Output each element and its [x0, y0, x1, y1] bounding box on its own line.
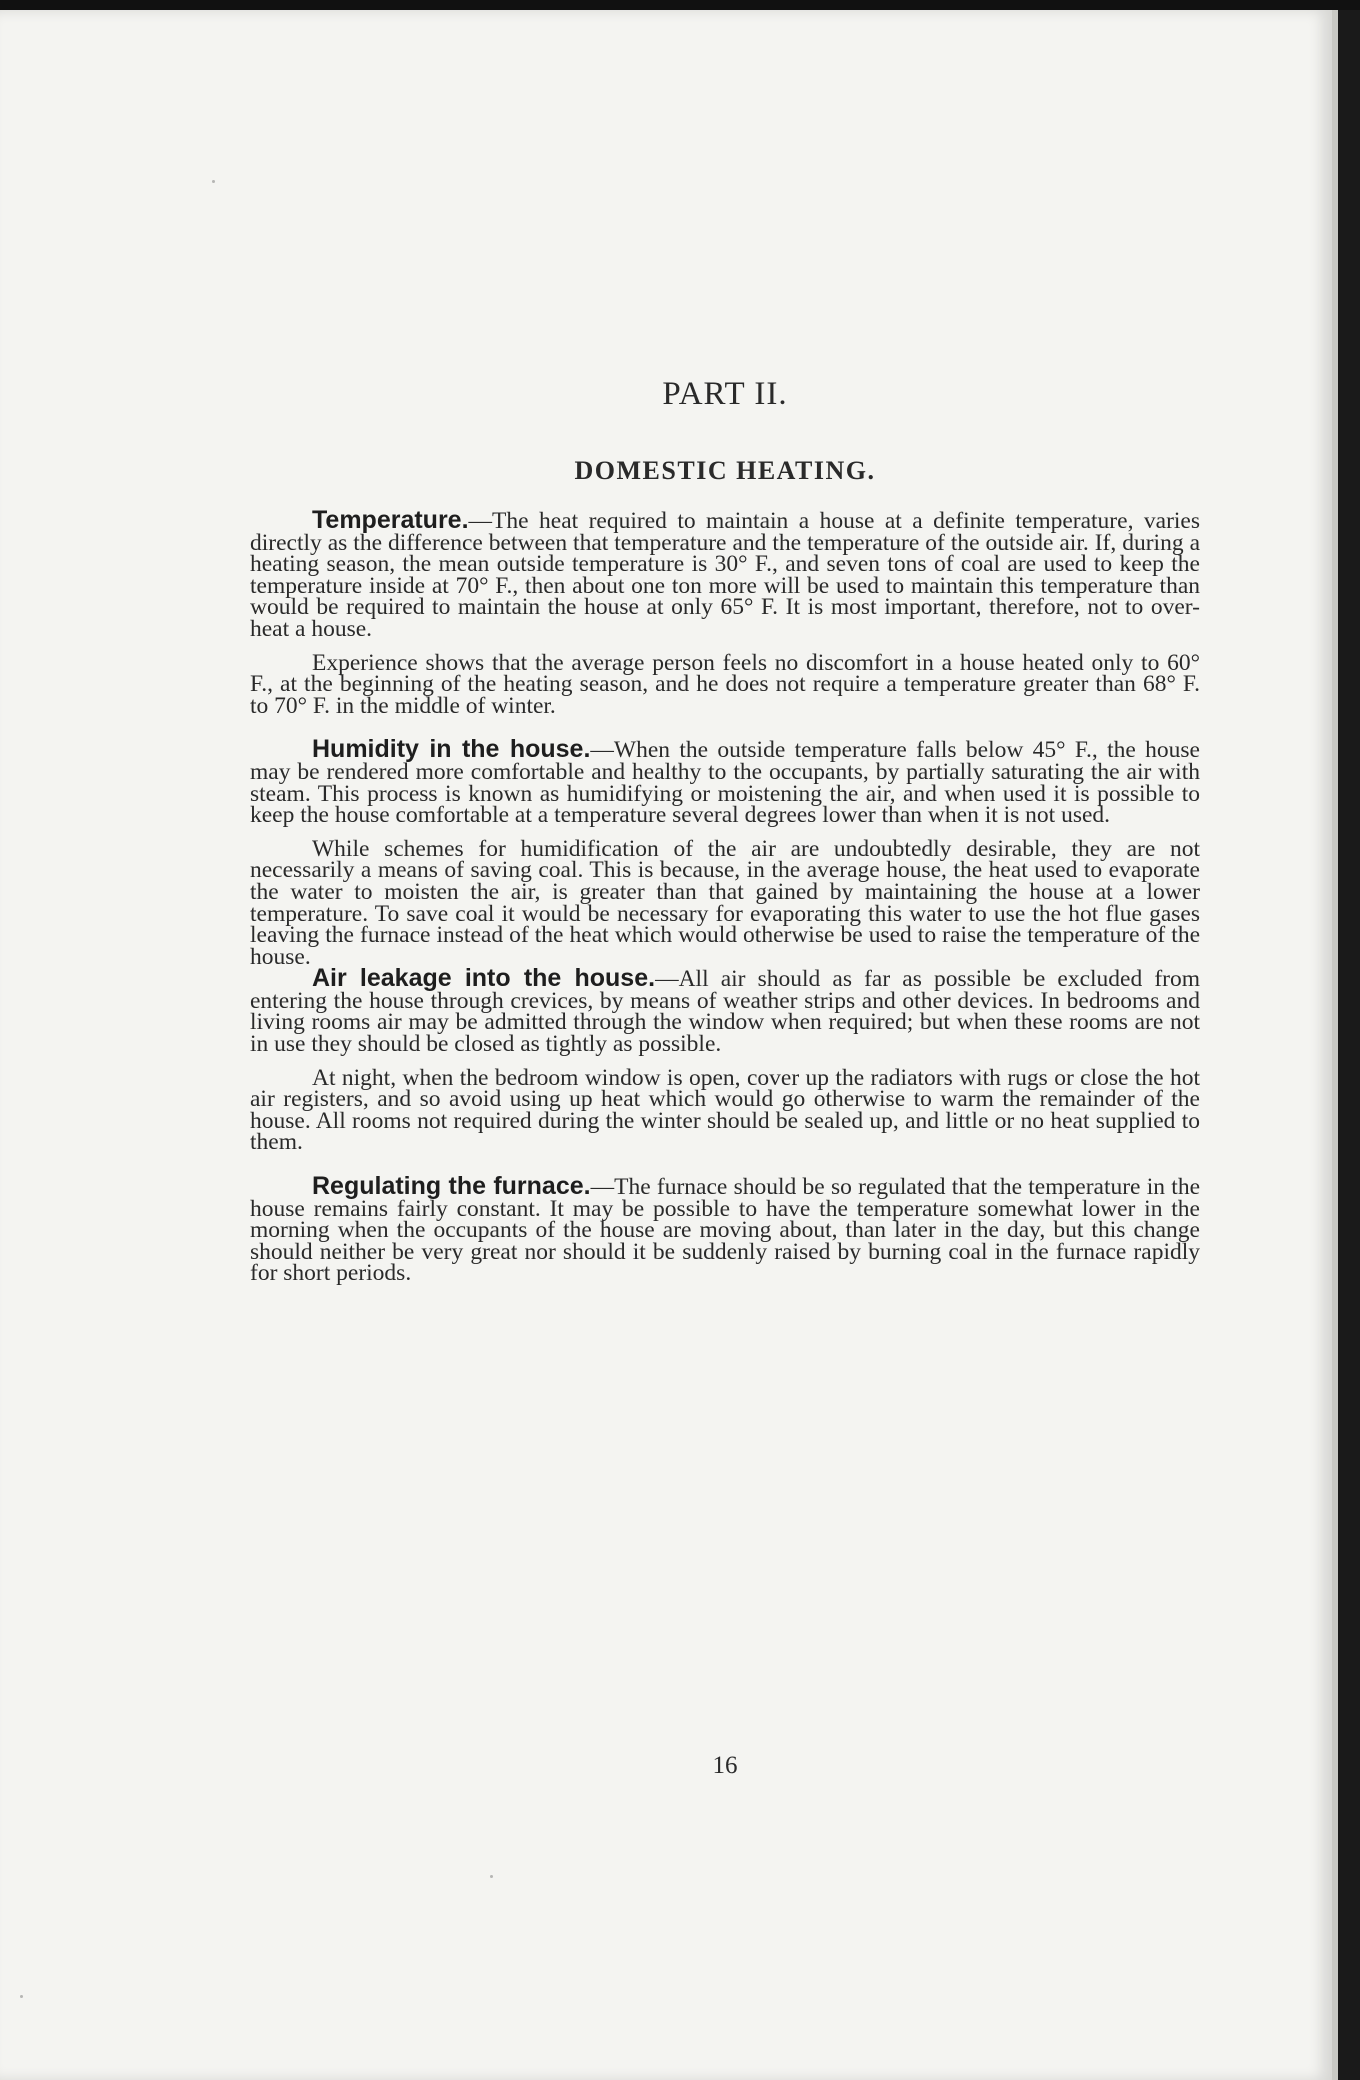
- runin-heading: Regulating the furnace.: [312, 1172, 591, 1201]
- part-heading: PART II.: [662, 376, 788, 412]
- scan-border: [0, 0, 1360, 10]
- book-page: [0, 10, 1338, 2080]
- paragraph-text: —When the outside temperature falls below 45° F., the house may be rendered more comfortable and healthy to the occupants, by partially saturating the air with steam. This process is known as humidifying or moistening the air, and when used it is possible to keep the house comfortable at a temperature several degrees lower than when it is not used.: [250, 737, 1200, 829]
- paragraph-text: —All air should as far as possible be excluded from entering the house through crevices, by means of weather strips and other devices. In bedrooms and living rooms air may be admitted through the window when required; but when these rooms are not in use they should be closed as tightly as possible.: [250, 966, 1200, 1058]
- paragraph-text: At night, when the bedroom window is open, cover up the radiators with rugs or close the hot air registers, and so avoid using up heat which would go otherwise to warm the remainder of the house. All rooms not required during the winter should be sealed up, and little or no heat supplied to them.: [250, 1064, 1200, 1156]
- paragraph-text: While schemes for humidification of the air are undoubtedly desirable, they are not necessarily a means of saving coal. This is because, in the average house, the heat used to evaporate the water to moisten the air, is greater than that gained by maintaining the house at a lower temperature. To save coal it would be necessary for evaporating this water to use the hot flue gases leaving the furnace instead of the heat which would otherwise be used to raise the temperature of the house.: [250, 835, 1200, 970]
- section-heading: DOMESTIC HEATING.: [574, 456, 876, 485]
- paper-speck: [20, 1995, 23, 1998]
- runin-heading: Temperature.: [312, 506, 469, 534]
- paragraph-temperature: [250, 506, 1200, 642]
- paper-speck: [212, 180, 215, 183]
- paragraph-night: [250, 1064, 1200, 1156]
- paragraph-humidity: [250, 735, 1200, 829]
- page-number: 16: [712, 1752, 738, 1779]
- paragraph-text: —The heat required to maintain a house at a definite temperature, varies directly as the difference between that temperature and the temperature of the outside air. If, during a heating season, the mean outside temperature is 30° F., and seven tons of coal are used to keep the temperature inside at 70° F., then about one ton more will be used to maintain this temperature than would be required to maintain the house at only 65° F. It is most important, therefore, not to over-heat a house.: [250, 508, 1200, 642]
- paragraph-text: —The furnace should be so regulated that the temperature in the house remains fairly constant. It may be possible to have the temperature somewhat lower in the morning when the occupants of the house are moving about, than later in the day, but this change should neither be very great nor should it be suddenly raised by burning coal in the furnace rapidly for short periods.: [250, 1174, 1200, 1287]
- paper-speck: [490, 1875, 493, 1878]
- paragraph-experience: [250, 649, 1200, 719]
- paragraph-air-leakage: [250, 964, 1200, 1058]
- body-text: [250, 506, 1200, 1297]
- paragraph-regulating: [250, 1172, 1200, 1287]
- runin-heading: Air leakage into the house.: [312, 964, 656, 993]
- paragraph-text: Experience shows that the average person feels no discomfort in a house heated only to 60° F., at the beginning of the heating season, and he does not require a temperature greater than 68° F. to 70° F. in the middle of winter.: [250, 649, 1200, 719]
- runin-heading: Humidity in the house.: [312, 735, 591, 764]
- paragraph-humidification: [250, 835, 1200, 970]
